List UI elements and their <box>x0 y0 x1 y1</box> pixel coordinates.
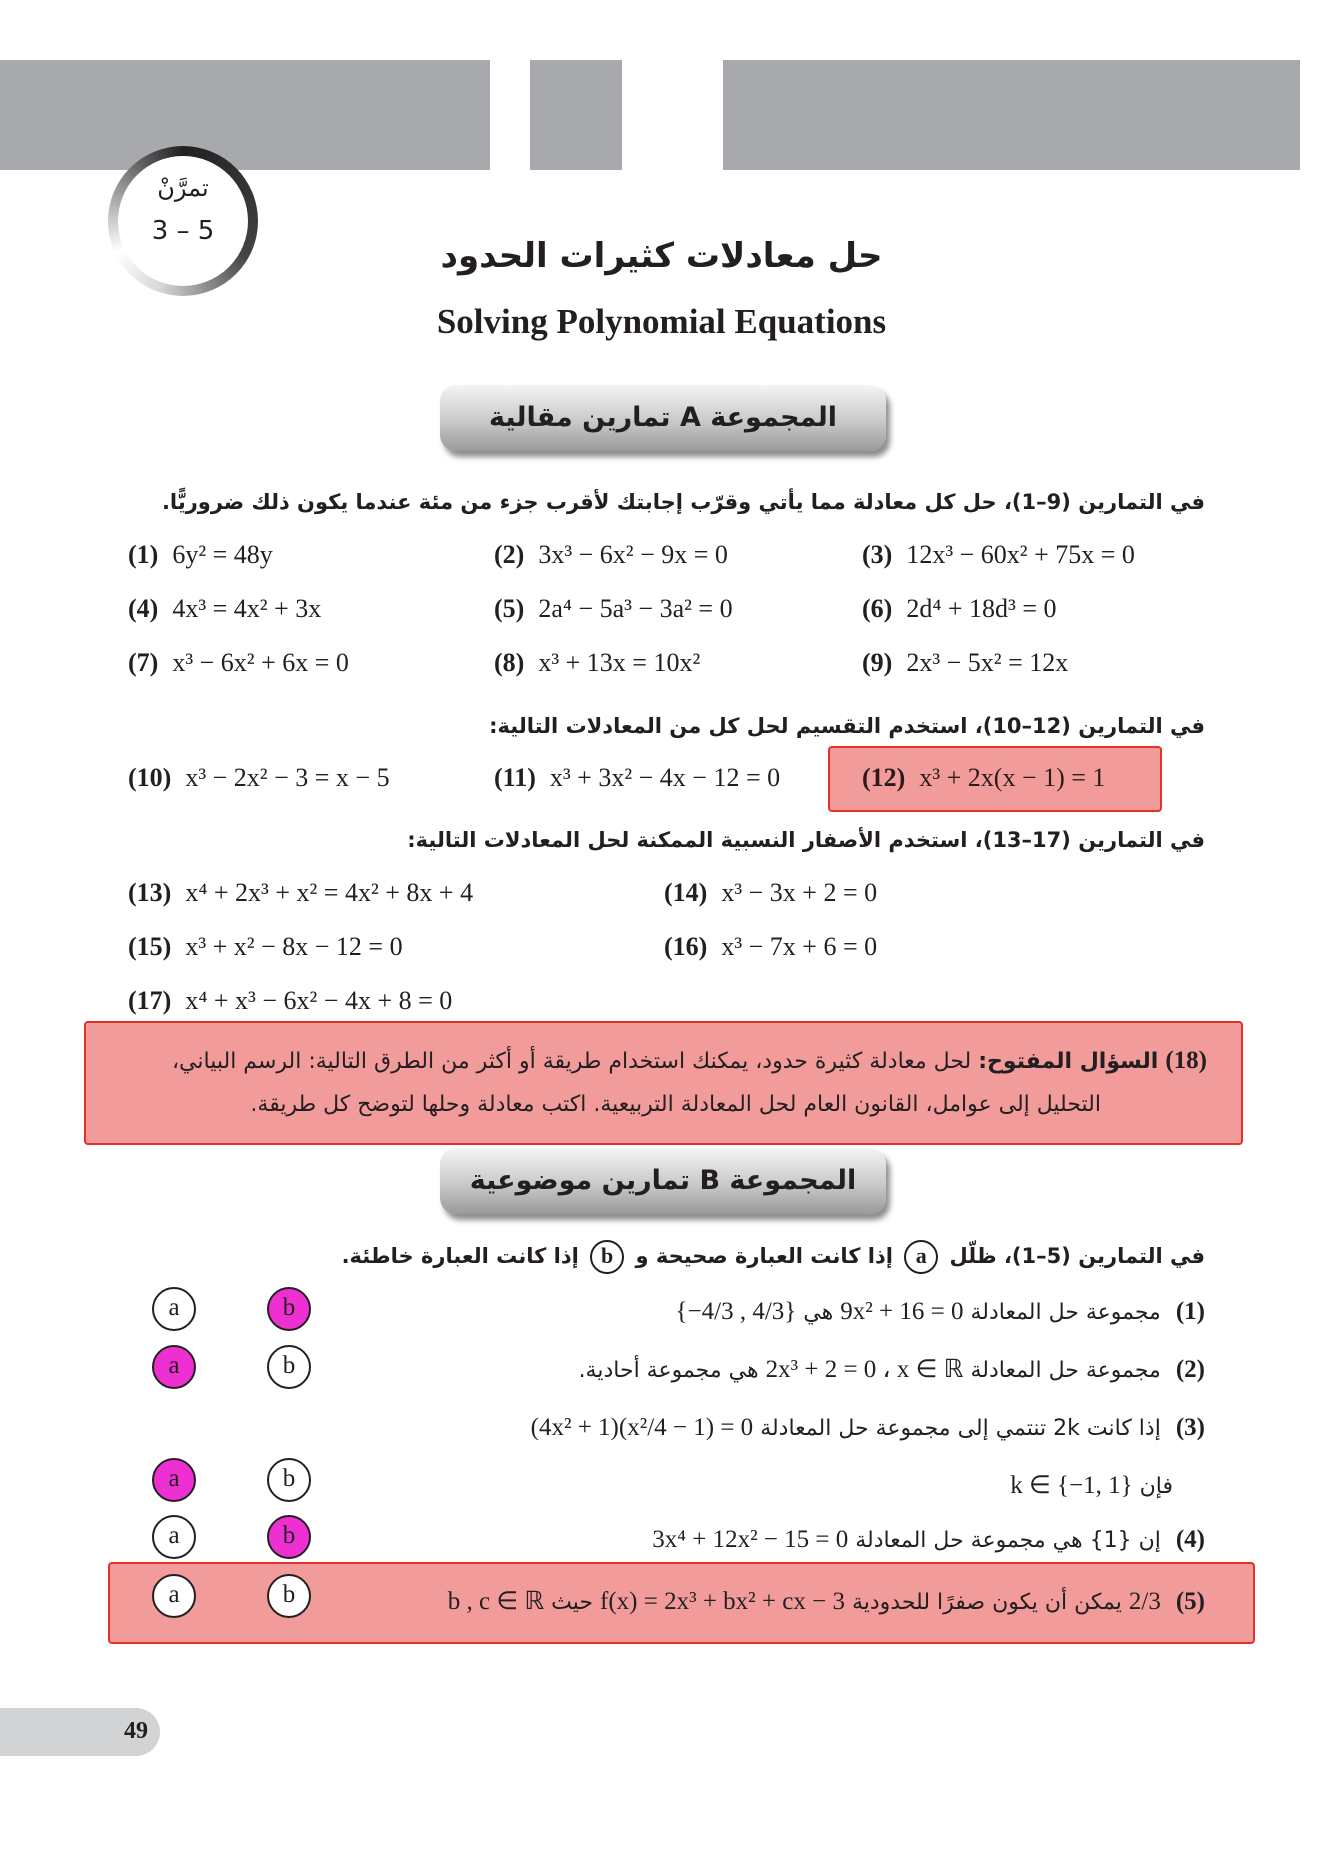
group-a-header: المجموعة A تمارين مقالية <box>440 385 886 451</box>
instruction-1-9: في التمارين (9–1)، حل كل معادلة مما يأتي وقرّب إجابتك لأقرب جزء من مئة عندما يكون ذلك ضروريًّا. <box>161 490 1205 514</box>
tf-5-option-b[interactable]: b <box>267 1574 311 1618</box>
badge-word: تمرَّنْ <box>157 174 209 202</box>
exercise-2: (2) 3x³ − 6x² − 9x = 0 <box>494 540 728 569</box>
exercise-12: (12) x³ + 2x(x − 1) = 1 <box>862 763 1106 792</box>
tf-question-4: (4) إن {1} هي مجموعة حل المعادلة 3x⁴ + 12x² − 15 = 0 <box>652 1526 1205 1553</box>
tf-4-option-a[interactable]: a <box>152 1515 196 1559</box>
tf-2-option-a[interactable]: a <box>152 1345 196 1389</box>
tf-4-option-b[interactable]: b <box>267 1515 311 1559</box>
inline-b-circle: b <box>590 1240 624 1274</box>
exercise-5: (5) 2a⁴ − 5a³ − 3a² = 0 <box>494 594 733 623</box>
exercise-9: (9) 2x³ − 5x² = 12x <box>862 648 1069 677</box>
exercise-7: (7) x³ − 6x² + 6x = 0 <box>128 648 349 677</box>
exercise-13: (13) x⁴ + 2x³ + x² = 4x² + 8x + 4 <box>128 878 474 907</box>
open-question-label: السؤال المفتوح: <box>978 1049 1159 1074</box>
exercise-8: (8) x³ + 13x = 10x² <box>494 648 701 677</box>
exercise-4: (4) 4x³ = 4x² + 3x <box>128 594 322 623</box>
open-question-text <box>117 1039 1207 1083</box>
header-bar-middle <box>530 60 622 170</box>
page-number: 49 <box>124 1718 148 1744</box>
exercise-17: (17) x⁴ + x³ − 6x² − 4x + 8 = 0 <box>128 986 453 1015</box>
exercise-10: (10) x³ − 2x² − 3 = x − 5 <box>128 763 390 792</box>
page-title-english: Solving Polynomial Equations <box>436 302 887 341</box>
tf-1-option-a[interactable]: a <box>152 1287 196 1331</box>
tf-3-option-b[interactable]: b <box>267 1458 311 1502</box>
tf-1-option-b[interactable]: b <box>267 1287 311 1331</box>
exercise-15: (15) x³ + x² − 8x − 12 = 0 <box>128 932 403 961</box>
tf-question-5: (5) 2/3 يمكن أن يكون صفرًا للحدودية f(x) = 2x³ + bx² + cx − 3 حيث b , c ∈ ℝ <box>447 1588 1205 1615</box>
exercise-11: (11) x³ + 3x² − 4x − 12 = 0 <box>494 763 781 792</box>
open-question-line1: لحل معادلة كثيرة حدود، يمكنك استخدام طريقة أو أكثر من الطرق التالية: الرسم البياني، <box>171 1049 972 1074</box>
header-bar-right <box>723 60 1300 170</box>
tf-question-3-line2: فإن k ∈ {−1, 1} <box>1010 1472 1173 1499</box>
exercise-16: (16) x³ − 7x + 6 = 0 <box>664 932 878 961</box>
tf-question-1: (1) مجموعة حل المعادلة 9x² + 16 = 0 هي {−4/3 , 4/3} <box>675 1298 1205 1325</box>
header-bar-left <box>0 60 490 170</box>
tf-5-option-a[interactable]: a <box>152 1574 196 1618</box>
exercise-14: (14) x³ − 3x + 2 = 0 <box>664 878 878 907</box>
inline-a-circle: a <box>904 1240 938 1274</box>
instruction-10-12: في التمارين (12–10)، استخدم التقسيم لحل كل من المعادلات التالية: <box>489 714 1205 738</box>
open-question-number: (18) <box>1165 1047 1207 1074</box>
open-question-line2: التحليل إلى عوامل، القانون العام لحل المعادلة التربيعية. اكتب معادلة وحلها لتوضح كل طريقة. <box>250 1092 1101 1117</box>
instruction-tf: في التمارين (5–1)، ظلّل a إذا كانت العبارة صحيحة و b إذا كانت العبارة خاطئة. <box>342 1240 1205 1274</box>
tf-2-option-b[interactable]: b <box>267 1345 311 1389</box>
group-b-header: المجموعة B تمارين موضوعية <box>440 1148 886 1214</box>
badge-number: 3 – 5 <box>151 216 215 246</box>
exercise-3: (3) 12x³ − 60x² + 75x = 0 <box>862 540 1135 569</box>
open-question-box <box>84 1021 1243 1145</box>
exercise-6: (6) 2d⁴ + 18d³ = 0 <box>862 594 1057 623</box>
exercise-1: (1) 6y² = 48y <box>128 540 273 569</box>
instruction-13-17: في التمارين (17–13)، استخدم الأصفار النسبية الممكنة لحل المعادلات التالية: <box>407 828 1205 852</box>
page-title-arabic: حل معادلات كثيرات الحدود <box>440 236 883 276</box>
tf-question-3: (3) إذا كانت 2k تنتمي إلى مجموعة حل المعادلة (4x² + 1)(x²/4 − 1) = 0 <box>530 1414 1205 1441</box>
tf-question-2: (2) مجموعة حل المعادلة 2x³ + 2 = 0 ، x ∈ ℝ هي مجموعة أحادية. <box>578 1356 1205 1383</box>
tf-3-option-a[interactable]: a <box>152 1458 196 1502</box>
